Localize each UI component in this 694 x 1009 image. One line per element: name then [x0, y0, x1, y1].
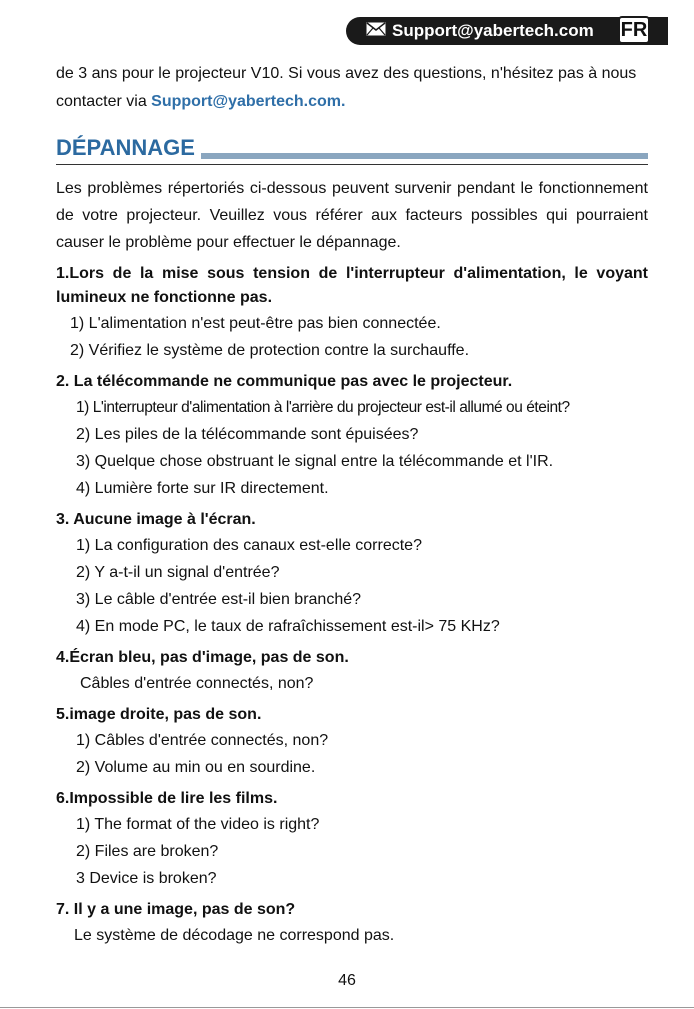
problem-7	[56, 898, 648, 949]
section-title: DÉPANNAGE	[56, 135, 195, 160]
problem-title: 4.Écran bleu, pas d'image, pas de son.	[56, 649, 349, 666]
list-item: 1) Câbles d'entrée connectés, non?	[76, 732, 329, 749]
header-bar	[346, 17, 668, 45]
list-item: Câbles d'entrée connectés, non?	[80, 675, 314, 692]
problem-4	[56, 646, 648, 697]
list-item: 1) La configuration des canaux est-elle correcte?	[76, 537, 422, 554]
header-email-text: Support@yabertech.com	[392, 21, 594, 40]
list-item: 2) Les piles de la télécommande sont épuisées?	[76, 426, 419, 443]
language-badge: FR	[618, 16, 650, 44]
bottom-rule	[0, 1007, 694, 1008]
problem-title: 3. Aucune image à l'écran.	[56, 511, 256, 528]
list-item: 1) L'interrupteur d'alimentation à l'arrière du projecteur est-il allumé ou éteint?	[76, 399, 570, 416]
envelope-icon	[366, 21, 386, 41]
list-item: 3) Le câble d'entrée est-il bien branché?	[76, 591, 362, 608]
problem-3	[56, 508, 648, 640]
list-item: 1) The format of the video is right?	[76, 816, 320, 833]
page-content	[56, 60, 648, 949]
section-description: Les problèmes répertoriés ci-dessous peuvent survenir pendant le fonctionnement de votre projecteur. Veuillez vous référer aux facteurs possibles qui pourraient causer le problème pour effectuer le dépannage.	[56, 180, 648, 251]
problem-title: 5.image droite, pas de son.	[56, 706, 262, 723]
section-header	[56, 130, 648, 165]
list-item: 1) L'alimentation n'est peut-être pas bien connectée.	[70, 315, 441, 332]
problem-title: 2. La télécommande ne communique pas avec le projecteur.	[56, 373, 513, 390]
page-number: 46	[338, 972, 356, 989]
problem-6	[56, 787, 648, 892]
list-item: 2) Y a-t-il un signal d'entrée?	[76, 564, 280, 581]
problem-title: 7. Il y a une image, pas de son?	[56, 901, 296, 918]
list-item: 3 Device is broken?	[76, 870, 217, 887]
title-rule	[201, 153, 648, 159]
list-item: 2) Vérifiez le système de protection contre la surchauffe.	[70, 342, 470, 359]
problem-title: 1.Lors de la mise sous tension de l'interrupteur d'alimentation, le voyant lumineux ne fonctionne pas.	[56, 265, 648, 306]
list-item: 3) Quelque chose obstruant le signal entre la télécommande et l'IR.	[76, 453, 554, 470]
problem-1	[56, 262, 648, 364]
intro-text: de 3 ans pour le projecteur V10. Si vous avez des questions, n'hésitez pas à nous contacter via	[56, 65, 637, 110]
intro-paragraph	[56, 60, 648, 116]
list-item: Le système de décodage ne correspond pas.	[74, 927, 395, 944]
list-item: 2) Files are broken?	[76, 843, 219, 860]
list-item: 2) Volume au min ou en sourdine.	[76, 759, 316, 776]
header-email	[366, 19, 594, 43]
problem-2	[56, 370, 648, 502]
list-item: 4) En mode PC, le taux de rafraîchissement est-il> 75 KHz?	[76, 618, 500, 635]
problem-title: 6.Impossible de lire les films.	[56, 790, 278, 807]
list-item: 4) Lumière forte sur IR directement.	[76, 480, 329, 497]
problem-5	[56, 703, 648, 781]
support-email-link[interactable]: Support@yabertech.com.	[151, 93, 346, 110]
